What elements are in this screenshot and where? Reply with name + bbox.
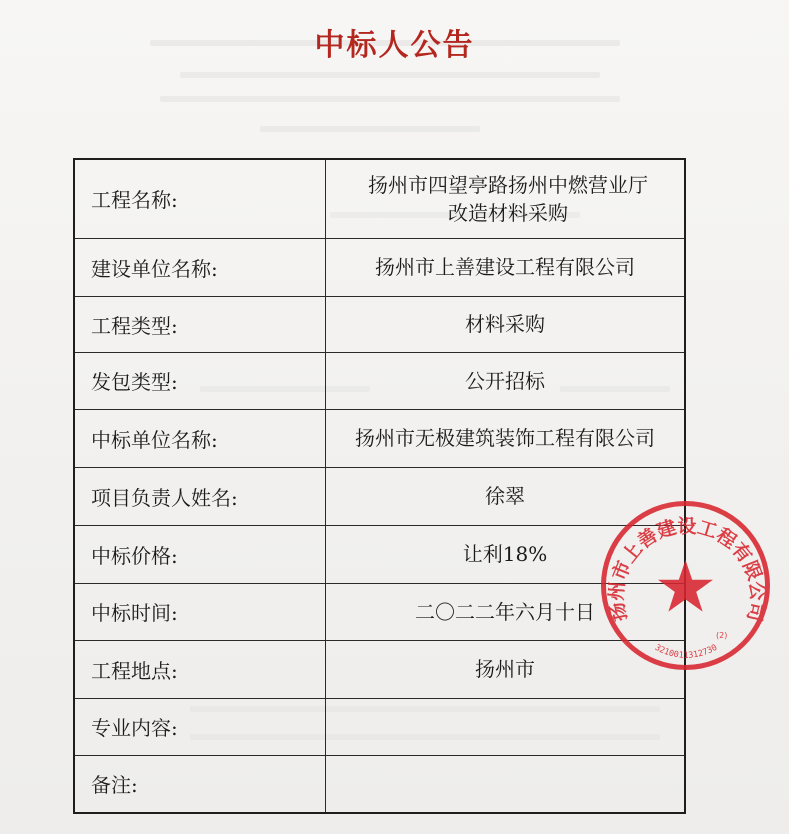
seal-code: 3210011312730 [652,642,720,661]
row-label: 工程地点: [74,640,326,698]
table-row [74,698,685,755]
table-row [74,409,685,467]
row-label: 中标单位名称: [74,409,326,467]
page-title: 中标人公告 [314,28,475,63]
table-row [74,352,685,409]
table-row [74,525,685,583]
table-row [74,159,685,238]
row-label: 发包类型: [74,352,326,409]
show-through-line [180,72,600,78]
table-row [74,238,685,296]
row-value: 徐翠 [326,467,686,525]
table-row [74,640,685,698]
row-label: 中标时间: [74,583,326,640]
row-value: 扬州市四望亭路扬州中燃营业厅改造材料采购 [326,159,686,238]
row-value: 材料采购 [326,296,686,352]
row-label: 备注: [74,755,326,813]
row-value [326,698,686,755]
row-value: 二〇二二年六月十日 [326,583,686,640]
table-row [74,467,685,525]
show-through-line [160,96,620,102]
seal-company-name: 扬州市上善建设工程有限公司 [605,515,769,624]
seal-mark: (2) [716,631,728,640]
row-value: 公开招标 [326,352,686,409]
row-label: 建设单位名称: [74,238,326,296]
show-through-line [260,126,480,132]
row-value: 扬州市 [326,640,686,698]
table-row [74,755,685,813]
row-label: 专业内容: [74,698,326,755]
row-value [326,755,686,813]
table-row [74,296,685,352]
table-row [74,583,685,640]
row-label: 中标价格: [74,525,326,583]
row-label: 工程名称: [74,159,326,238]
row-label: 工程类型: [74,296,326,352]
announcement-table [73,158,686,814]
row-value: 扬州市上善建设工程有限公司 [326,238,686,296]
row-value: 让利18% [326,525,686,583]
row-value: 扬州市无极建筑装饰工程有限公司 [326,409,686,467]
row-label: 项目负责人姓名: [74,467,326,525]
